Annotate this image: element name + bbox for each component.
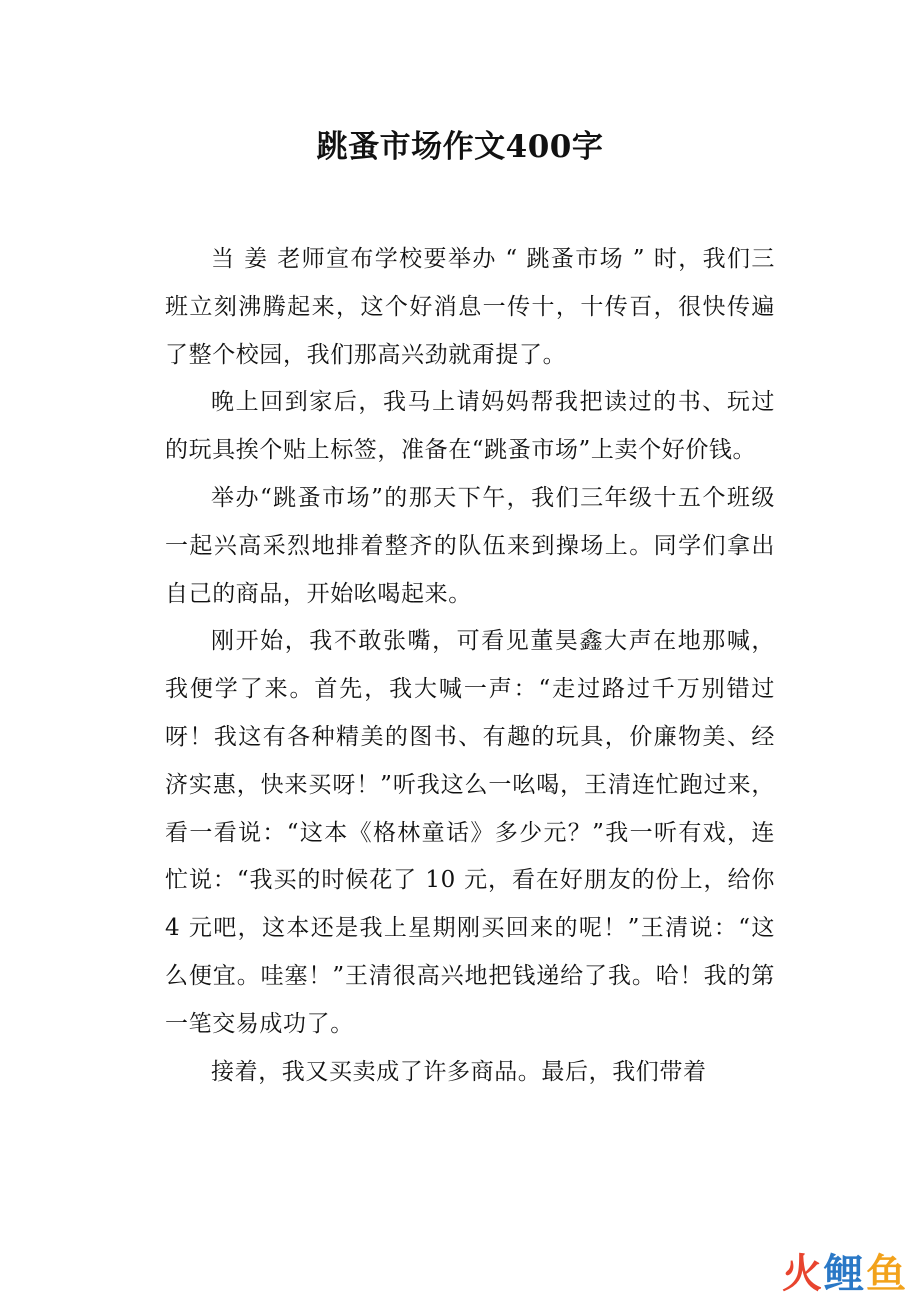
watermark-char-3: 鱼 — [866, 1251, 906, 1297]
document-body — [165, 236, 775, 1096]
watermark-char-2: 鲤 — [824, 1251, 864, 1297]
paragraph-5: 接着，我又买卖成了许多商品。最后，我们带着 — [211, 1058, 707, 1085]
paragraph-1: 当 姜 老师宣布学校要举办 “ 跳蚤市场 ” 时，我们三班立刻沸腾起来，这个好消息一传十，十传百，很快传遍了整个校园，我们那高兴劲就甭提了。 — [165, 246, 775, 368]
watermark-char-1: 火 — [782, 1251, 822, 1297]
paragraph-3: 举办“跳蚤市场”的那天下午，我们三年级十五个班级一起兴高采烈地排着整齐的队伍来到操场上。同学们拿出自己的商品，开始吆喝起来。 — [165, 484, 775, 607]
brand-watermark-logo — [782, 1252, 906, 1296]
document-title: 跳蚤市场作文400字 — [316, 129, 604, 165]
paragraph-2: 晚上回到家后，我马上请妈妈帮我把读过的书、玩过的玩具挨个贴上标签，准备在“跳蚤市场”上卖个好价钱。 — [165, 389, 775, 464]
paragraph-4: 刚开始，我不敢张嘴，可看见董昊鑫大声在地那喊，我便学了来。首先，我大喊一声：“走过路过千万别错过呀！我这有各种精美的图书、有趣的玩具，价廉物美、经济实惠，快来买呀！”听我这么一吆喝，王清连忙跑过来，看一看说：“这本《格林童话》多少元？”我一听有戏，连忙说：“我买的时候花了 10 元，看在好朋友的份上，给你 4 元吧，这本还是我上星期刚买回来的呢！”王清说：“这么便宜。哇塞！”王清很高兴地把钱递给了我。哈！我的第一笔交易成功了。 — [165, 628, 775, 1037]
